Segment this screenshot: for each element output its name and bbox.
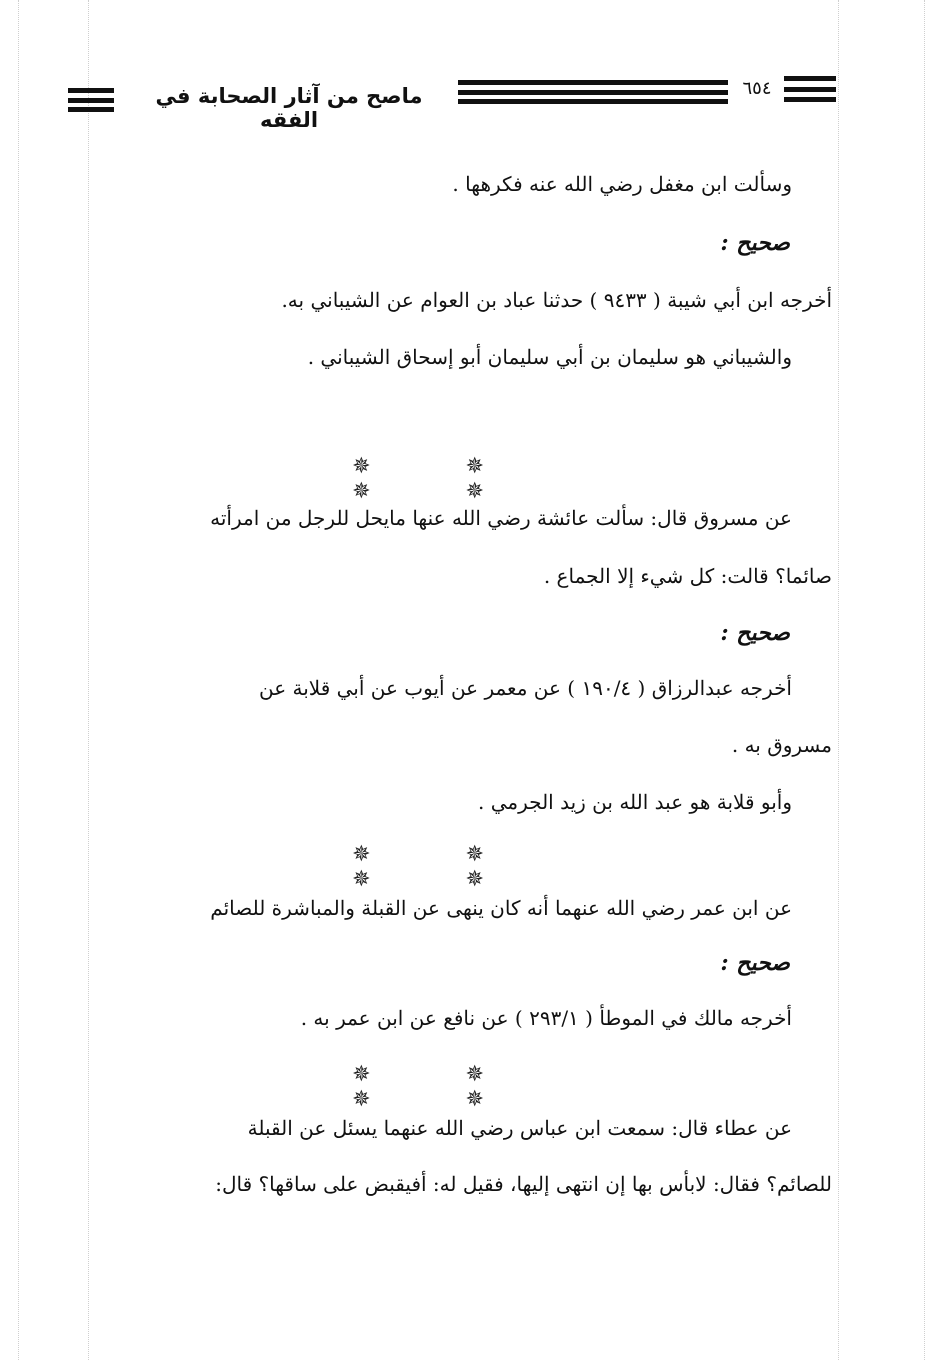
text-line: والشيباني هو سليمان بن أبي سليمان أبو إسحاق الشيباني . xyxy=(307,345,792,369)
margin-guide xyxy=(924,0,925,1360)
text-line: أخرجه عبدالرزاق ( ١٩٠/٤ ) عن معمر عن أيوب عن أبي قلابة عن xyxy=(258,676,792,700)
ruling-heading: صحيح : xyxy=(720,230,790,256)
text-line: أخرجه مالك في الموطأ ( ٢٩٣/١ ) عن نافع عن ابن عمر به . xyxy=(300,1006,792,1030)
margin-guide xyxy=(18,0,19,1360)
text-line: مسروق به . xyxy=(731,733,832,757)
text-line: وأبو قلابة هو عبد الله بن زيد الجرمي . xyxy=(478,790,792,814)
header-title: ماصح من آثار الصحابة في الفقه xyxy=(155,84,423,132)
text-line: للصائم؟ فقال: لابأس بها إن انتهى إليها، فقيل له: أفيقبض على ساقها؟ قال: xyxy=(215,1172,832,1196)
running-header xyxy=(60,74,840,132)
text-line: عن عطاء قال: سمعت ابن عباس رضي الله عنهما يسئل عن القبلة xyxy=(247,1116,792,1140)
text-line: أخرجه ابن أبي شيبة ( ٩٤٣٣ ) حدثنا عباد بن العوام عن الشيباني به. xyxy=(281,288,832,312)
section-separator: ✵ ✵ ✵ ✵ xyxy=(352,1062,528,1112)
header-rule-middle xyxy=(458,80,728,104)
ruling-heading: صحيح : xyxy=(720,950,790,976)
text-line: عن ابن عمر رضي الله عنهما أنه كان ينهى عن القبلة والمباشرة للصائم xyxy=(210,896,792,920)
margin-guide xyxy=(838,0,839,1360)
page-number: ٦٥٤ xyxy=(742,78,772,99)
text-line: صائما؟ قالت: كل شيء إلا الجماع . xyxy=(543,564,832,588)
section-separator: ✵ ✵ ✵ ✵ xyxy=(352,842,528,892)
header-rule-right xyxy=(784,76,836,102)
header-rule-left xyxy=(68,88,114,112)
text-line: عن مسروق قال: سألت عائشة رضي الله عنها مايحل للرجل من امرأته xyxy=(210,506,792,530)
section-separator: ✵ ✵ ✵ ✵ xyxy=(352,454,528,504)
ruling-heading: صحيح : xyxy=(720,620,790,646)
text-line: وسألت ابن مغفل رضي الله عنه فكرهها . xyxy=(452,172,792,196)
